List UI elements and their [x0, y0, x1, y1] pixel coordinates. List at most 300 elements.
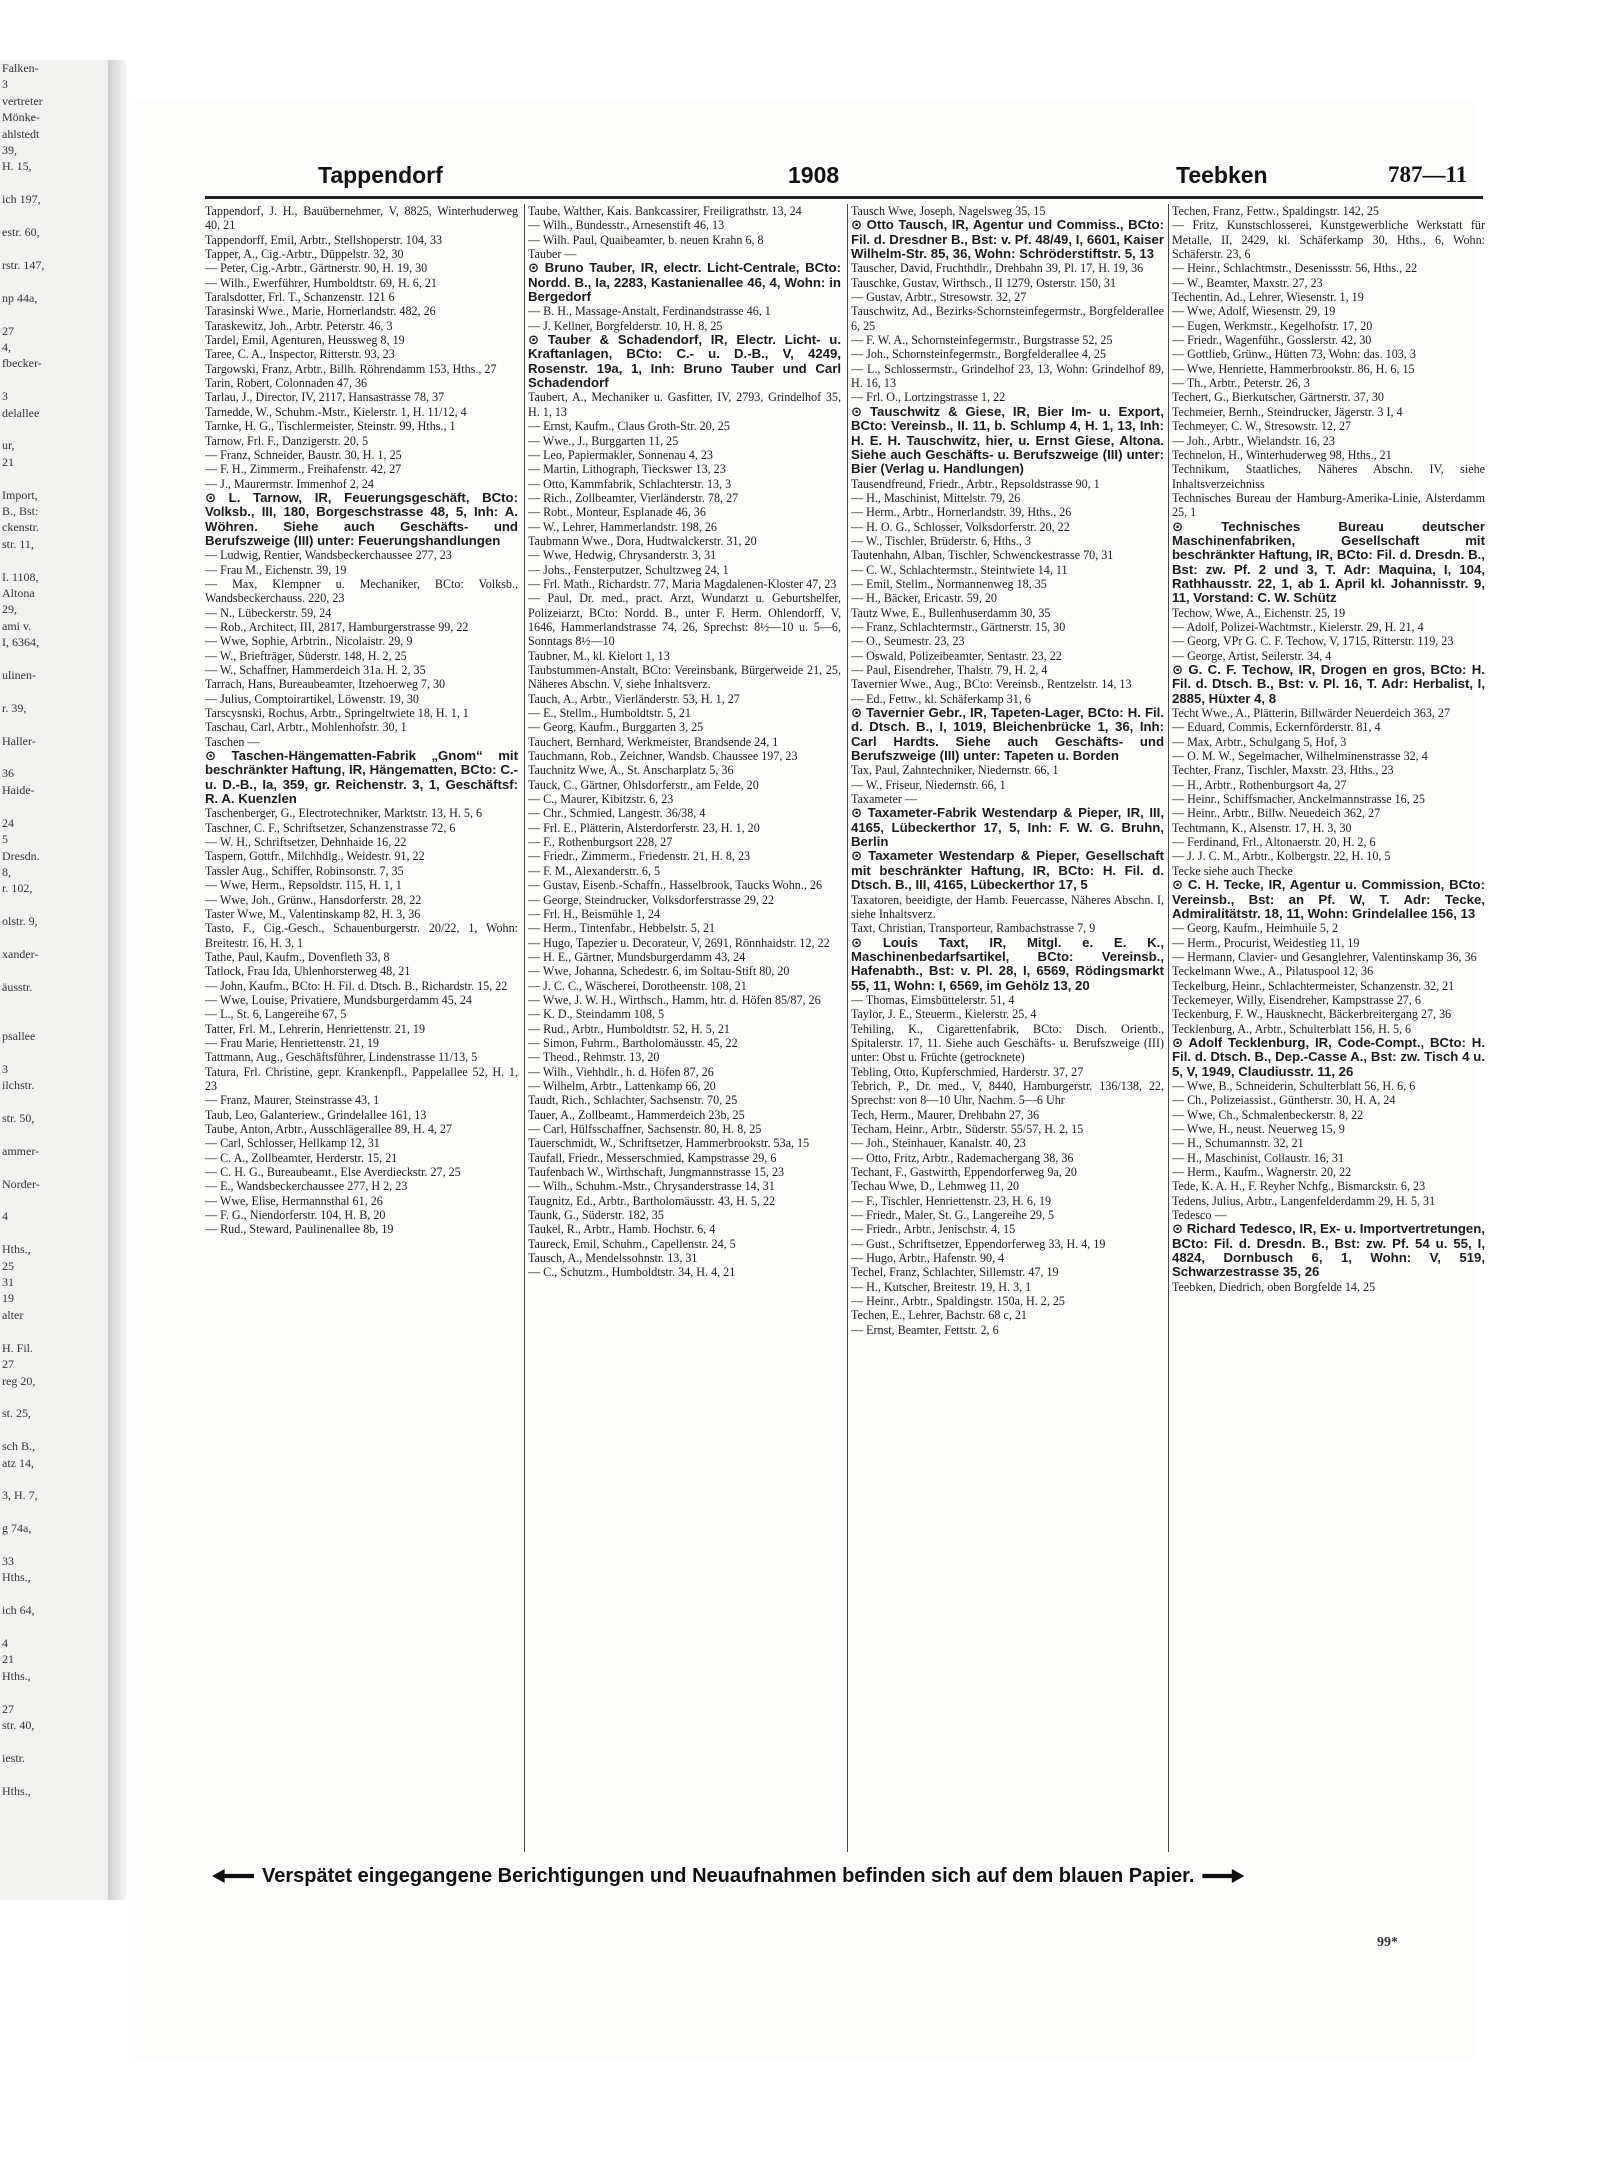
directory-entry: — C. H. G., Bureaubeamt., Else Averdieckstr. 27, 25: [205, 1165, 461, 1180]
margin-fragment: 19: [2, 1291, 14, 1306]
directory-entry: Techant, F., Gastwirth, Eppendorferweg 9a, 20: [851, 1165, 1077, 1180]
directory-entry: Taubmann Wwe., Dora, Hudtwalckerstr. 31, 20: [528, 533, 757, 548]
directory-entry: — Franz, Maurer, Steinstrasse 43, 1: [205, 1093, 380, 1108]
margin-fragment: 36: [2, 766, 14, 781]
directory-entry: ⊙ Richard Tedesco, IR, Ex- u. Importvertretungen, BCto: Fil. d. Dresdn. B., Bst: zw. Pf. 54 u. 55, I, 4824, Dornbusch 6, 1, Wohn: V, 519, Schwarzestrasse 35, 26: [1172, 1221, 1485, 1280]
margin-fragment: 4: [2, 1209, 8, 1224]
margin-fragment: vertreter: [2, 93, 43, 108]
directory-entry: — W. H., Schriftsetzer, Dehnhaide 16, 22: [205, 835, 407, 850]
margin-fragment: 3: [2, 389, 8, 404]
directory-entry: — Wwe, Joh., Grünw., Hansdorferstr. 28, 22: [205, 892, 422, 907]
directory-entry: Taufenbach W., Wirthschaft, Jungmannstrasse 15, 23: [528, 1165, 785, 1180]
directory-entry: ⊙ Otto Tausch, IR, Agentur und Commiss., BCto: Fil. d. Dresdner B., Bst: v. Pf. 48/49, I, 6601, Kaiser Wilhelm-Str. 85, 36, Wohn: Schröderstiftstr. 5, 13: [851, 217, 1164, 262]
book-gutter: [111, 60, 127, 1900]
directory-entry: — Leo, Papiermakler, Sonnenau 4, 23: [528, 447, 713, 462]
directory-entry: — Rud., Steward, Paulinenallee 8b, 19: [205, 1222, 394, 1237]
pointing-hand-icon: [1202, 1869, 1244, 1883]
column-2: [528, 204, 841, 1852]
margin-fragment: [0, 1733, 108, 1749]
directory-entry: Taschner, C. F., Schriftsetzer, Schanzenstrasse 72, 6: [205, 820, 456, 835]
column-divider: [1168, 204, 1169, 1852]
margin-fragment: I. 1108,: [2, 569, 39, 584]
directory-entry: — Fritz, Kunstschlosserei, Kunstgewerbliche Werkstatt für Metalle, II, 2429, kl. Schäferkamp 30, Hths., 6, Wohn: Schäferstr. 23, 6: [1172, 218, 1485, 262]
directory-entry: Taxameter —: [851, 792, 917, 807]
directory-entry: — Wwe, Ch., Schmalenbeckerstr. 8, 22: [1172, 1107, 1364, 1122]
directory-entry: — Franz, Schneider, Baustr. 30, H. 1, 25: [205, 447, 402, 462]
column-divider: [847, 204, 848, 1852]
margin-fragment: [0, 1225, 108, 1241]
directory-entry: Tehiling, K., Cigarettenfabrik, BCto: Disch. Orientb., Spitalerstr. 17, 11. Siehe auch Geschäfts- u. Berufszweige (III) unter: Obst u. Früchte (getrocknete): [851, 1021, 1164, 1065]
directory-entry: Taunk, G., Süderstr. 182, 35: [528, 1208, 664, 1223]
directory-entry: — Frl. Math., Richardstr. 77, Maria Magdalenen-Kloster 47, 23: [528, 576, 837, 591]
directory-entry: — Friedr., Wagenführ., Gosslerstr. 42, 30: [1172, 333, 1372, 348]
directory-entry: — F., Tischler, Henriettenstr. 23, H. 6, 19: [851, 1193, 1052, 1208]
directory-entry: Taufall, Friedr., Messerschmied, Kampstrasse 29, 6: [528, 1150, 777, 1165]
directory-entry: — Wwe, H., neust. Neuerweg 15, 9: [1172, 1122, 1345, 1136]
margin-fragment: [0, 372, 108, 388]
margin-fragment: [0, 897, 108, 913]
directory-entry: — Ferdinand, Frl., Altonaerstr. 20, H. 2, 6: [1172, 835, 1376, 850]
directory-entry: — Gustav, Eisenb.-Schaffn., Hasselbrook, Taucks Wohn., 26: [528, 878, 822, 893]
margin-fragment: 25: [2, 1258, 14, 1273]
margin-fragment: Haller-: [2, 733, 36, 748]
directory-entry: Techmeier, Bernh., Steindrucker, Jägerstr. 3 I, 4: [1172, 404, 1403, 419]
margin-fragment: [0, 1504, 108, 1520]
directory-entry: ⊙ Tauber & Schadendorf, IR, Electr. Licht- u. Kraftanlagen, BCto: C.- u. D.-B., V, 4249, Rosenstr. 19a, 1, Inh: Bruno Tauber und Carl Schadendorf: [528, 332, 841, 391]
directory-entry: Tauck, C., Gärtner, Ohlsdorferstr., am Felde, 20: [528, 777, 759, 792]
margin-fragment: g 74a,: [2, 1521, 32, 1536]
margin-fragment: [0, 651, 108, 667]
margin-fragment: xander-: [2, 946, 39, 961]
directory-entry: Taxatoren, beeidigte, der Hamb. Feuercasse, Näheres Abschn. I, siehe Inhaltsverz.: [851, 892, 1164, 921]
directory-entry: Taukel, R., Arbtr., Hamb. Hochstr. 6, 4: [528, 1222, 716, 1237]
directory-entry: Techen, Franz, Fettw., Spaldingstr. 142, 25: [1172, 204, 1379, 218]
directory-entry: — H., Arbtr., Rothenburgsort 4a, 27: [1172, 777, 1347, 792]
directory-entry: — Frl. O., Lortzingstrasse 1, 22: [851, 390, 1006, 405]
margin-fragment: [0, 962, 108, 978]
directory-entry: Techentin, Ad., Lehrer, Wiesenstr. 1, 19: [1172, 290, 1364, 305]
directory-entry: Tarrach, Hans, Bureaubeamter, Itzehoerweg 7, 30: [205, 677, 446, 692]
margin-fragment: Falken-: [2, 61, 39, 75]
margin-fragment: [0, 552, 108, 568]
margin-fragment: ilchstr.: [2, 1078, 35, 1093]
directory-entry: — Gustav, Arbtr., Stresowstr. 32, 27: [851, 290, 1027, 305]
directory-entry: Tappendorf, J. H., Bauübernehmer, V, 8825, Winterhuderweg 40, 21: [205, 204, 518, 233]
directory-entry: Tauscher, David, Fruchthdlr., Drehbahn 39, Pl. 17, H. 19, 36: [851, 261, 1144, 276]
directory-entry: Tausendfreund, Friedr., Arbtr., Repsoldstrasse 90, 1: [851, 476, 1100, 491]
column-divider: [524, 204, 525, 1852]
directory-entry: — Wwe, Hedwig, Chrysanderstr. 3, 31: [528, 548, 717, 563]
margin-fragment: 39,: [2, 143, 17, 158]
directory-entry: Taylor, J. E., Steuerm., Kielerstr. 25, 4: [851, 1007, 1037, 1022]
directory-entry: Taschenberger, G., Electrotechniker, Marktstr. 13, H. 5, 6: [205, 806, 483, 821]
directory-entry: Taspern, Gottfr., Milchhdlg., Weidestr. 91, 22: [205, 849, 425, 864]
directory-entry: — Wwe, Sophie, Arbtrin., Nicolaistr. 29, 9: [205, 634, 413, 649]
margin-fragment: st. 25,: [2, 1406, 32, 1421]
margin-fragment: [0, 798, 108, 814]
directory-entry: Tarnedde, W., Schuhm.-Mstr., Kielerstr. 1, H. 11/12, 4: [205, 404, 467, 419]
directory-entry: Tarnke, H. G., Tischlermeister, Steinstr. 99, Hths., 1: [205, 419, 456, 434]
directory-entry: — Rich., Zollbeamter, Vierländerstr. 78, 27: [528, 490, 739, 505]
column-1: [205, 204, 518, 1852]
directory-entry: ⊙ G. C. F. Techow, IR, Drogen en gros, BCto: H. Fil. d. Dtsch. B., Bst: v. Pl. 16, T. Adr: Herbalist, I, 2885, Hüxter 4, 8: [1172, 662, 1485, 706]
directory-entry: Tauschke, Gustav, Wirthsch., II 1279, Osterstr. 150, 31: [851, 275, 1117, 290]
margin-fragment: [0, 1323, 108, 1339]
directory-entry: ⊙ Technisches Bureau deutscher Maschinenfabriken, Gesellschaft mit beschränkter Haftung, IR, BCto: Fil. d. Dresdn. B., Bst: zw. Pf. 2 und 3, T. Adr: Maquina, I, 104, Rathhausstr. 22, 1, ab 1. April kl. Johannisstr. 9, 11, Vorstand: C. W. Schütz: [1172, 518, 1485, 606]
directory-entry: Tauchnitz Wwe, A., St. Anscharplatz 5, 36: [528, 763, 734, 778]
margin-fragment: 3: [2, 1061, 8, 1076]
directory-entry: — E., Stellm., Humboldtstr. 5, 21: [528, 706, 691, 721]
directory-entry: — L., St. 6, Langereihe 67, 5: [205, 1007, 347, 1022]
column-4: [1172, 204, 1485, 1852]
directory-entry: Tatlock, Frau Ida, Uhlenhorsterweg 48, 21: [205, 964, 411, 979]
margin-fragment: 21: [2, 454, 14, 469]
directory-entry: Tecke siehe auch Thecke: [1172, 863, 1293, 878]
margin-fragment: rstr. 147,: [2, 257, 45, 272]
margin-fragment: Altona: [2, 586, 35, 600]
margin-fragment: 27: [2, 1701, 14, 1716]
directory-entry: Technisches Bureau der Hamburg-Amerika-Linie, Alsterdamm 25, 1: [1172, 490, 1485, 520]
margin-fragment: Hths.,: [2, 1242, 31, 1257]
margin-fragment: 31: [2, 1275, 14, 1290]
margin-fragment: [0, 1094, 108, 1110]
directory-entry: — Oswald, Polizeibeamter, Sentastr. 23, 22: [851, 648, 1062, 663]
directory-entry: Tatura, Frl. Christine, gepr. Krankenpfl., Pappelallee 52, H. 1, 23: [205, 1064, 518, 1093]
directory-entry: — Wilh. Paul, Quaibeamter, b. neuen Krahn 6, 8: [528, 232, 764, 247]
directory-entry: — Herm., Procurist, Weidestieg 11, 19: [1172, 935, 1360, 950]
margin-fragment: [0, 175, 108, 191]
header-first-entry: Tappendorf: [318, 162, 443, 188]
directory-entry: — J. Kellner, Borgfelderstr. 10, H. 8, 25: [528, 318, 723, 333]
margin-fragment: np 44a,: [2, 290, 38, 305]
directory-entry: — F. W. A., Schornsteinfegermstr., Burgstrasse 52, 25: [851, 333, 1113, 348]
directory-entry: Tatter, Frl. M., Lehrerin, Henriettenstr. 21, 19: [205, 1021, 425, 1036]
margin-fragment: [0, 1619, 108, 1635]
margin-fragment: psallee: [2, 1028, 36, 1043]
directory-entry: — Frau Marie, Henriettenstr. 21, 19: [205, 1035, 379, 1050]
directory-entry: — Herm., Kaufm., Wagnerstr. 20, 22: [1172, 1165, 1352, 1180]
directory-entry: — Simon, Fuhrm., Bartholomäusstr. 45, 22: [528, 1035, 738, 1050]
margin-fragment: ammer-: [2, 1143, 40, 1158]
margin-fragment: atz 14,: [2, 1455, 34, 1470]
directory-entry: — Wilh., Bundesstr., Arnesenstift 46, 13: [528, 218, 725, 233]
directory-entry: Tausch, A., Mendelssohnstr. 13, 31: [528, 1251, 698, 1266]
margin-fragment: str. 11,: [2, 536, 34, 551]
directory-entry: Tauchmann, Rob., Zeichner, Wandsb. Chaussee 197, 23: [528, 749, 798, 764]
margin-fragment: [0, 716, 108, 732]
margin-fragment: ulinen-: [2, 668, 36, 683]
directory-entry: Taugnitz, Ed., Arbtr., Bartholomäusstr. 43, H. 5, 22: [528, 1193, 776, 1208]
directory-entry: Tappendorff, Emil, Arbtr., Stellshoperstr. 104, 33: [205, 232, 443, 247]
margin-fragment: [0, 1126, 108, 1142]
margin-fragment: [0, 1192, 108, 1208]
directory-entry: — Wwe, Elise, Hermannsthal 61, 26: [205, 1193, 383, 1208]
directory-entry: Techert, G., Bierkutscher, Gärtnerstr. 37, 30: [1172, 390, 1384, 405]
directory-entry: — Ludwig, Rentier, Wandsbeckerchaussee 277, 23: [205, 548, 452, 563]
margin-fragment: Hths.,: [2, 1783, 31, 1798]
directory-entry: — Heinr., Schlachtmstr., Desenissstr. 56, Hths., 22: [1172, 261, 1418, 276]
directory-entry: Tasto, F., Cig.-Gesch., Schauenburgerstr. 20/22, 1, Wohn: Breitestr. 16, H. 3, 1: [205, 921, 518, 950]
margin-fragment: [0, 1684, 108, 1700]
directory-entry: Tarlau, J., Director, IV, 2117, Hansastrasse 78, 37: [205, 390, 445, 405]
directory-entry: Tathe, Paul, Kaufm., Dovenfleth 33, 8: [205, 949, 390, 964]
directory-entry: — Franz, Schlachtermstr., Gärtnerstr. 15, 30: [851, 619, 1066, 634]
directory-entry: Taudt, Rich., Schlachter, Sachsenstr. 70, 25: [528, 1093, 738, 1108]
margin-fragment: r. 102,: [2, 881, 33, 896]
directory-entry: — Wilhelm, Arbtr., Lattenkamp 66, 20: [528, 1078, 716, 1093]
margin-fragment: olstr. 9,: [2, 914, 38, 929]
directory-entry: — Theod., Rehmstr. 13, 20: [528, 1050, 660, 1065]
directory-entry: — Frau M., Eichenstr. 39, 19: [205, 562, 347, 577]
directory-entry: — Frl. E., Plätterin, Alsterdorferstr. 23, H. 1, 20: [528, 820, 760, 835]
directory-entry: ⊙ Taxameter Westendarp & Pieper, Gesellschaft mit beschränkter Haftung, IR, BCto: H. Fil. d. Dtsch. B., III, 4165, Lübeckerthor 17, 5: [851, 848, 1164, 893]
pointing-hand-icon: [212, 1869, 254, 1883]
directory-entry: — Wilh., Schuhm.-Mstr., Chrysanderstrasse 14, 31: [528, 1179, 775, 1194]
directory-entry: — Wwe, Johanna, Schedestr. 6, im Soltau-Stift 80, 20: [528, 964, 790, 979]
directory-entry: — Wwe, Henriette, Hammerbrookstr. 86, H. 6, 15: [1172, 361, 1415, 376]
directory-entry: — Gottlieb, Grünw., Hütten 73, Wohn: das. 103, 3: [1172, 347, 1416, 362]
directory-entry: Tech, Herm., Maurer, Drehbahn 27, 36: [851, 1107, 1040, 1122]
directory-entry: — K. D., Steindamm 108, 5: [528, 1007, 665, 1022]
margin-fragment: 5: [2, 832, 8, 847]
directory-entry: Tavernier Wwe., Aug., BCto: Vereinsb., Rentzelstr. 14, 13: [851, 677, 1132, 692]
directory-entry: — O., Seumestr. 23, 23: [851, 634, 965, 649]
margin-fragment: str. 50,: [2, 1111, 35, 1125]
directory-entry: — Adolf, Polizei-Wachtmstr., Kielerstr. 29, H. 21, 4: [1172, 619, 1424, 634]
margin-fragment: 3, H. 7,: [2, 1488, 38, 1503]
directory-entry: Taree, C. A., Inspector, Ritterstr. 93, 23: [205, 347, 395, 362]
directory-entry: — F. H., Zimmerm., Freihafenstr. 42, 27: [205, 462, 402, 477]
margin-fragment: 21: [2, 1652, 14, 1667]
directory-entry: — Emil, Stellm., Normannenweg 18, 35: [851, 576, 1047, 591]
directory-entry: — Julius, Comptoirartikel, Löwenstr. 19, 30: [205, 691, 419, 706]
directory-entry: Tattmann, Aug., Geschäftsführer, Lindenstrasse 11/13, 5: [205, 1050, 478, 1065]
directory-entry: — Hermann, Clavier- und Gesanglehrer, Valentinskamp 36, 36: [1172, 949, 1477, 964]
previous-page-margin: [0, 60, 111, 1900]
directory-entry: — H., Schumannstr. 32, 21: [1172, 1136, 1304, 1151]
directory-entry: — Heinr., Schiffsmacher, Anckelmannstrasse 16, 25: [1172, 792, 1425, 807]
directory-entry: Taureck, Emil, Schuhm., Capellenstr. 24, 5: [528, 1236, 736, 1251]
margin-fragment: 33: [2, 1553, 14, 1568]
directory-entry: Tarin, Robert, Colonnaden 47, 36: [205, 376, 368, 391]
directory-entry: Tausch Wwe, Joseph, Nagelsweg 35, 15: [851, 204, 1046, 218]
directory-entry: Tauer, A., Zollbeamt., Hammerdeich 23b, 25: [528, 1107, 745, 1122]
directory-entry: Techter, Franz, Tischler, Maxstr. 23, Hths., 23: [1172, 763, 1394, 778]
directory-entry: — Wwe, Louise, Privatiere, Mundsburgerdamm 45, 24: [205, 992, 472, 1007]
margin-fragment: 4,: [2, 339, 11, 354]
margin-fragment: äusstr.: [2, 979, 33, 994]
margin-fragment: ckenstr.: [2, 520, 39, 535]
margin-fragment: [0, 240, 108, 256]
margin-fragment: fbecker-: [2, 356, 42, 371]
margin-fragment: 8,: [2, 864, 11, 879]
directory-entry: — N., Lübeckerstr. 59, 24: [205, 605, 332, 620]
directory-entry: ⊙ Tavernier Gebr., IR, Tapeten-Lager, BCto: H. Fil. d. Dtsch. B., I, 1019, Bleichenbrücke 1, 36, Inh: Carl Hardts. Siehe auch Geschäfts- und Berufszweige (III) unter: Tapeten u. Borden: [851, 705, 1164, 764]
directory-entry: — J. J. C. M., Arbtr., Kolbergstr. 22, H. 10, 5: [1172, 849, 1391, 864]
directory-entry: — W., Lehrer, Hammerlandstr. 198, 26: [528, 519, 717, 534]
directory-entry: Tassler Aug., Schiffer, Robinsonstr. 7, 35: [205, 863, 404, 878]
margin-fragment: ahlstedt: [2, 126, 40, 141]
directory-entry: Tax, Paul, Zahntechniker, Niedernstr. 66, 1: [851, 763, 1059, 778]
directory-entry: Tebrich, P., Dr. med., V, 8440, Hamburgerstr. 136/138, 22, Sprechst: von 8—10 Uhr, Nachm. 5—6 Uhr: [851, 1078, 1164, 1108]
margin-fragment: estr. 60,: [2, 225, 40, 240]
margin-fragment: iestr.: [2, 1750, 25, 1765]
directory-entry: — Hugo, Arbtr., Hafenstr. 90, 4: [851, 1251, 1005, 1266]
directory-entry: Teebken, Diedrich, oben Borgfelde 14, 25: [1172, 1279, 1376, 1294]
directory-entry: — Joh., Steinhauer, Kanalstr. 40, 23: [851, 1136, 1026, 1151]
directory-entry: — Th., Arbtr., Peterstr. 26, 3: [1172, 376, 1310, 391]
directory-entry: Teckelmann Wwe., A., Pilatuspool 12, 36: [1172, 964, 1374, 979]
directory-entry: Tauerschmidt, W., Schriftsetzer, Hammerbrookstr. 53a, 15: [528, 1136, 810, 1151]
margin-fragment: ich 197,: [2, 192, 41, 207]
directory-entry: — F. G., Niendorferstr. 104, H. B, 20: [205, 1208, 386, 1223]
directory-entry: ⊙ Adolf Tecklenburg, IR, Code-Compt., BCto: H. Fil. d. Dtsch. B., Dep.-Casse A., Bst: zw. Tisch 4 u. 5, V, 1949, Claudiusstr. 11, 26: [1172, 1034, 1485, 1079]
directory-entry: — H., Maschinist, Collaustr. 16, 31: [1172, 1150, 1344, 1165]
margin-fragment: [0, 470, 108, 486]
directory-entry: — Chr., Schmied, Langestr. 36/38, 4: [528, 806, 706, 821]
directory-entry: — W., Schaffner, Hammerdeich 31a. H. 2, 35: [205, 663, 426, 677]
directory-entry: — Paul, Eisendreher, Thalstr. 79, H. 2, 4: [851, 663, 1048, 677]
directory-entry: Taschen —: [205, 734, 260, 749]
directory-entry: Techen, E., Lehrer, Bachstr. 68 c, 21: [851, 1308, 1027, 1323]
directory-entry: Tedesco —: [1172, 1208, 1227, 1223]
margin-fragment: 3: [2, 77, 8, 92]
directory-entry: Techt Wwe., A., Plätterin, Billwärder Neuerdeich 363, 27: [1172, 706, 1451, 721]
directory-entry: — Ed., Fettw., kl. Schäferkamp 31, 6: [851, 691, 1031, 706]
directory-page: [130, 100, 1485, 2060]
directory-entry: — George, Artist, Seilerstr. 34, 4: [1172, 648, 1332, 663]
directory-entry: Teckemeyer, Willy, Eisendreher, Kampstrasse 27, 6: [1172, 992, 1421, 1007]
directory-entry: — Wwe., J., Burggarten 11, 25: [528, 433, 679, 448]
directory-entry: ⊙ Taxameter-Fabrik Westendarp & Pieper, IR, III, 4165, Lübeckerthor 17, 5, Inh: F. W. G. Bruhn, Berlin: [851, 805, 1164, 850]
margin-fragment: [0, 421, 108, 437]
directory-entry: — J., Maurermstr. Immenhof 2, 24: [205, 476, 374, 491]
directory-entry: ⊙ Bruno Tauber, IR, electr. Licht-Centrale, BCto: Nordd. B., Ia, 2283, Kastanienallee 46, 4, Wohn: in Bergedorf: [528, 260, 841, 305]
margin-fragment: Haide-: [2, 782, 35, 797]
margin-fragment: 27: [2, 1357, 14, 1372]
directory-entry: — H. O. G., Schlosser, Volksdorferstr. 20, 22: [851, 519, 1070, 534]
directory-entry: Tarasinski Wwe., Marie, Hornerlandstr. 482, 26: [205, 304, 436, 319]
margin-fragment: ami v.: [2, 618, 32, 633]
margin-fragment: Dresdn.: [2, 848, 40, 863]
margin-fragment: 24: [2, 815, 14, 830]
directory-entry: — Georg, Kaufm., Heimhuile 5, 2: [1172, 921, 1339, 936]
margin-fragment: [0, 749, 108, 765]
directory-entry: Techau Wwe, D., Lehmweg 11, 20: [851, 1179, 1020, 1194]
directory-entry: — Ernst, Beamter, Fettstr. 2, 6: [851, 1322, 999, 1337]
directory-entry: — Frl. H., Beismühle 1, 24: [528, 906, 661, 921]
directory-entry: — F. M., Alexanderstr. 6, 5: [528, 863, 661, 878]
directory-entry: — H., Maschinist, Mittelstr. 79, 26: [851, 490, 1021, 505]
margin-fragment: ich 64,: [2, 1603, 35, 1618]
margin-fragment: [0, 1044, 108, 1060]
margin-fragment: 4: [2, 1636, 8, 1650]
late-corrections-notice: [204, 1861, 1484, 1891]
directory-entry: — Herm., Tintenfabr., Hebbelstr. 5, 21: [528, 921, 716, 936]
directory-entry: — Otto, Kammfabrik, Schlachterstr. 13, 3: [528, 476, 732, 491]
directory-entry: — Ch., Polizeiassist., Güntherstr. 30, H. A, 24: [1172, 1093, 1396, 1108]
margin-fragment: [0, 208, 108, 224]
directory-entry: — George, Steindrucker, Volksdorferstrasse 29, 22: [528, 892, 775, 907]
directory-entry: — Martin, Lithograph, Tieckswег 13, 23: [528, 462, 726, 477]
directory-entry: — Thomas, Eimsbüttelerstr. 51, 4: [851, 992, 1015, 1007]
directory-entry: — Eduard, Commis, Eckernförderstr. 81, 4: [1172, 720, 1381, 735]
directory-entry: Teckenburg, F. W., Hausknecht, Bäckerbreitergang 27, 36: [1172, 1007, 1452, 1022]
directory-entry: — Georg, Kaufm., Burggarten 3, 25: [528, 720, 704, 735]
directory-entry: — Wilh., Ewerführer, Humboldtstr. 69, H. 6, 21: [205, 275, 437, 290]
directory-entry: Technikum, Staatliches, Näheres Abschn. IV, siehe Inhaltsverzeichniss: [1172, 462, 1485, 491]
margin-fragment: Hths.,: [2, 1570, 31, 1585]
directory-entry: — Hugo, Tapezier u. Decorateur, V, 2691, Rönnhaidstr. 12, 22: [528, 935, 830, 950]
directory-entry: — J. C. C., Wäscherei, Dorotheenstr. 108, 21: [528, 978, 747, 993]
header-last-entry: Teebken: [1176, 162, 1268, 188]
directory-entry: — Rob., Architect, III, 2817, Hamburgerstrasse 99, 22: [205, 619, 469, 634]
directory-entry: Techel, Franz, Schlachter, Sillemstr. 47, 19: [851, 1265, 1059, 1280]
directory-entry: ⊙ Louis Taxt, IR, Mitgl. e. E. K., Maschinenbedarfsartikel, BCto: Vereinsb., Hafenabth., Bst: v. Pl. 28, I, 6569, Rödingsmarkt 55, 11, Wohn: I, 6569, im Gehölz 13, 20: [851, 934, 1164, 993]
directory-entry: Tauchert, Bernhard, Werkmeister, Brandsende 24, 1: [528, 734, 779, 749]
margin-fragment: [0, 306, 108, 322]
directory-entry: — Joh., Schornsteinfegermstr., Borgfelderallee 4, 25: [851, 347, 1107, 362]
directory-entry: Techam, Heinr., Arbtr., Süderstr. 55/57, H. 2, 15: [851, 1122, 1084, 1136]
directory-entry: Taschau, Carl, Arbtr., Mohlenhofstr. 30, 1: [205, 720, 407, 735]
directory-entry: — Ernst, Kaufm., Claus Groth-Str. 20, 25: [528, 419, 730, 434]
margin-fragment: [0, 273, 108, 289]
directory-entry: Tapper, A., Cig.-Arbtr., Düppelstr. 32, 30: [205, 247, 404, 262]
directory-entry: — Georg, VPr G. C. F. Techow, V, 1715, Ritterstr. 119, 23: [1172, 634, 1454, 649]
directory-entry: — H., Kutscher, Breitestr. 19, H. 3, 1: [851, 1279, 1032, 1294]
directory-entry: — Friedr., Zimmerm., Friedenstr. 21, H. 8, 23: [528, 849, 751, 864]
directory-entry: — Gust., Schriftsetzer, Eppendorferweg 33, H. 4, 19: [851, 1236, 1106, 1251]
directory-entry: — Rud., Arbtr., Humboldtstr. 52, H. 5, 21: [528, 1021, 730, 1036]
margin-fragment: 29,: [2, 602, 17, 617]
margin-fragment: [0, 930, 108, 946]
margin-fragment: B., Bst:: [2, 503, 39, 518]
margin-fragment: H. 15,: [2, 159, 32, 174]
header-rule: [205, 196, 1483, 199]
directory-entry: Tauch, A., Arbtr., Vierländerstr. 53, H. 1, 27: [528, 691, 740, 706]
directory-entry: Taraskewitz, Joh., Arbtr. Peterstr. 46, 3: [205, 318, 393, 333]
directory-entry: — B. H., Massage-Anstalt, Ferdinandstrasse 46, 1: [528, 304, 771, 319]
margin-fragment: 27: [2, 323, 14, 338]
directory-entry: Technelon, H., Winterhuderweg 98, Hths., 21: [1172, 447, 1392, 462]
header-year: 1908: [788, 162, 840, 188]
directory-entry: — Wwe, Adolf, Wiesenstr. 29, 19: [1172, 304, 1336, 319]
directory-entry: — C., Maurer, Kibitzstr. 6, 23: [528, 792, 674, 807]
directory-entry: — L., Schlossermstr., Grindelhof 23, 13, Wohn: Grindelhof 89, H. 16, 13: [851, 361, 1164, 391]
directory-entry: Tarscysnski, Rochus, Arbtr., Springeltwiete 18, H. 1, 1: [205, 706, 469, 721]
directory-entry: — Peter, Cig.-Arbtr., Gärtnerstr. 90, H. 19, 30: [205, 261, 428, 276]
page-header: [198, 162, 1488, 198]
margin-fragment: H. Fil.: [2, 1340, 34, 1355]
directory-entry: Targowski, Franz, Arbtr., Billh. Röhrendamm 153, Hths., 27: [205, 361, 497, 376]
directory-entry: Tautz Wwe, E., Bullenhuserdamm 30, 35: [851, 605, 1051, 620]
directory-entry: — Max, Arbtr., Schulgang 5, Hof, 3: [1172, 734, 1347, 749]
directory-entry: Techow, Wwe, A., Eichenstr. 25, 19: [1172, 605, 1346, 620]
directory-entry: — John, Kaufm., BCto: H. Fil. d. Dtsch. B., Richardstr. 15, 22: [205, 978, 508, 993]
margin-fragment: I, 6364,: [2, 635, 39, 650]
directory-entry: — F., Rothenburgsort 228, 27: [528, 835, 673, 850]
margin-fragment: [0, 1586, 108, 1602]
margin-fragment: r. 39,: [2, 700, 27, 715]
directory-entry: Taubner, M., kl. Kielort 1, 13: [528, 648, 670, 663]
column-3: [851, 204, 1164, 1852]
directory-entry: — W., Briefträger, Süderstr. 148, H. 2, 25: [205, 648, 407, 663]
directory-entry: — Friedr., Arbtr., Jenischstr. 4, 15: [851, 1222, 1016, 1237]
directory-entry: — Wwe, B., Schneiderin, Schulterblatt 56, H. 6, 6: [1172, 1078, 1416, 1093]
margin-fragment: Hths.,: [2, 1668, 31, 1683]
directory-entry: — Wilh., Viehhdlr., h. d. Höfen 87, 26: [528, 1064, 714, 1079]
directory-entry: — Johs., Fensterputzer, Schultzweg 24, 1: [528, 562, 729, 577]
